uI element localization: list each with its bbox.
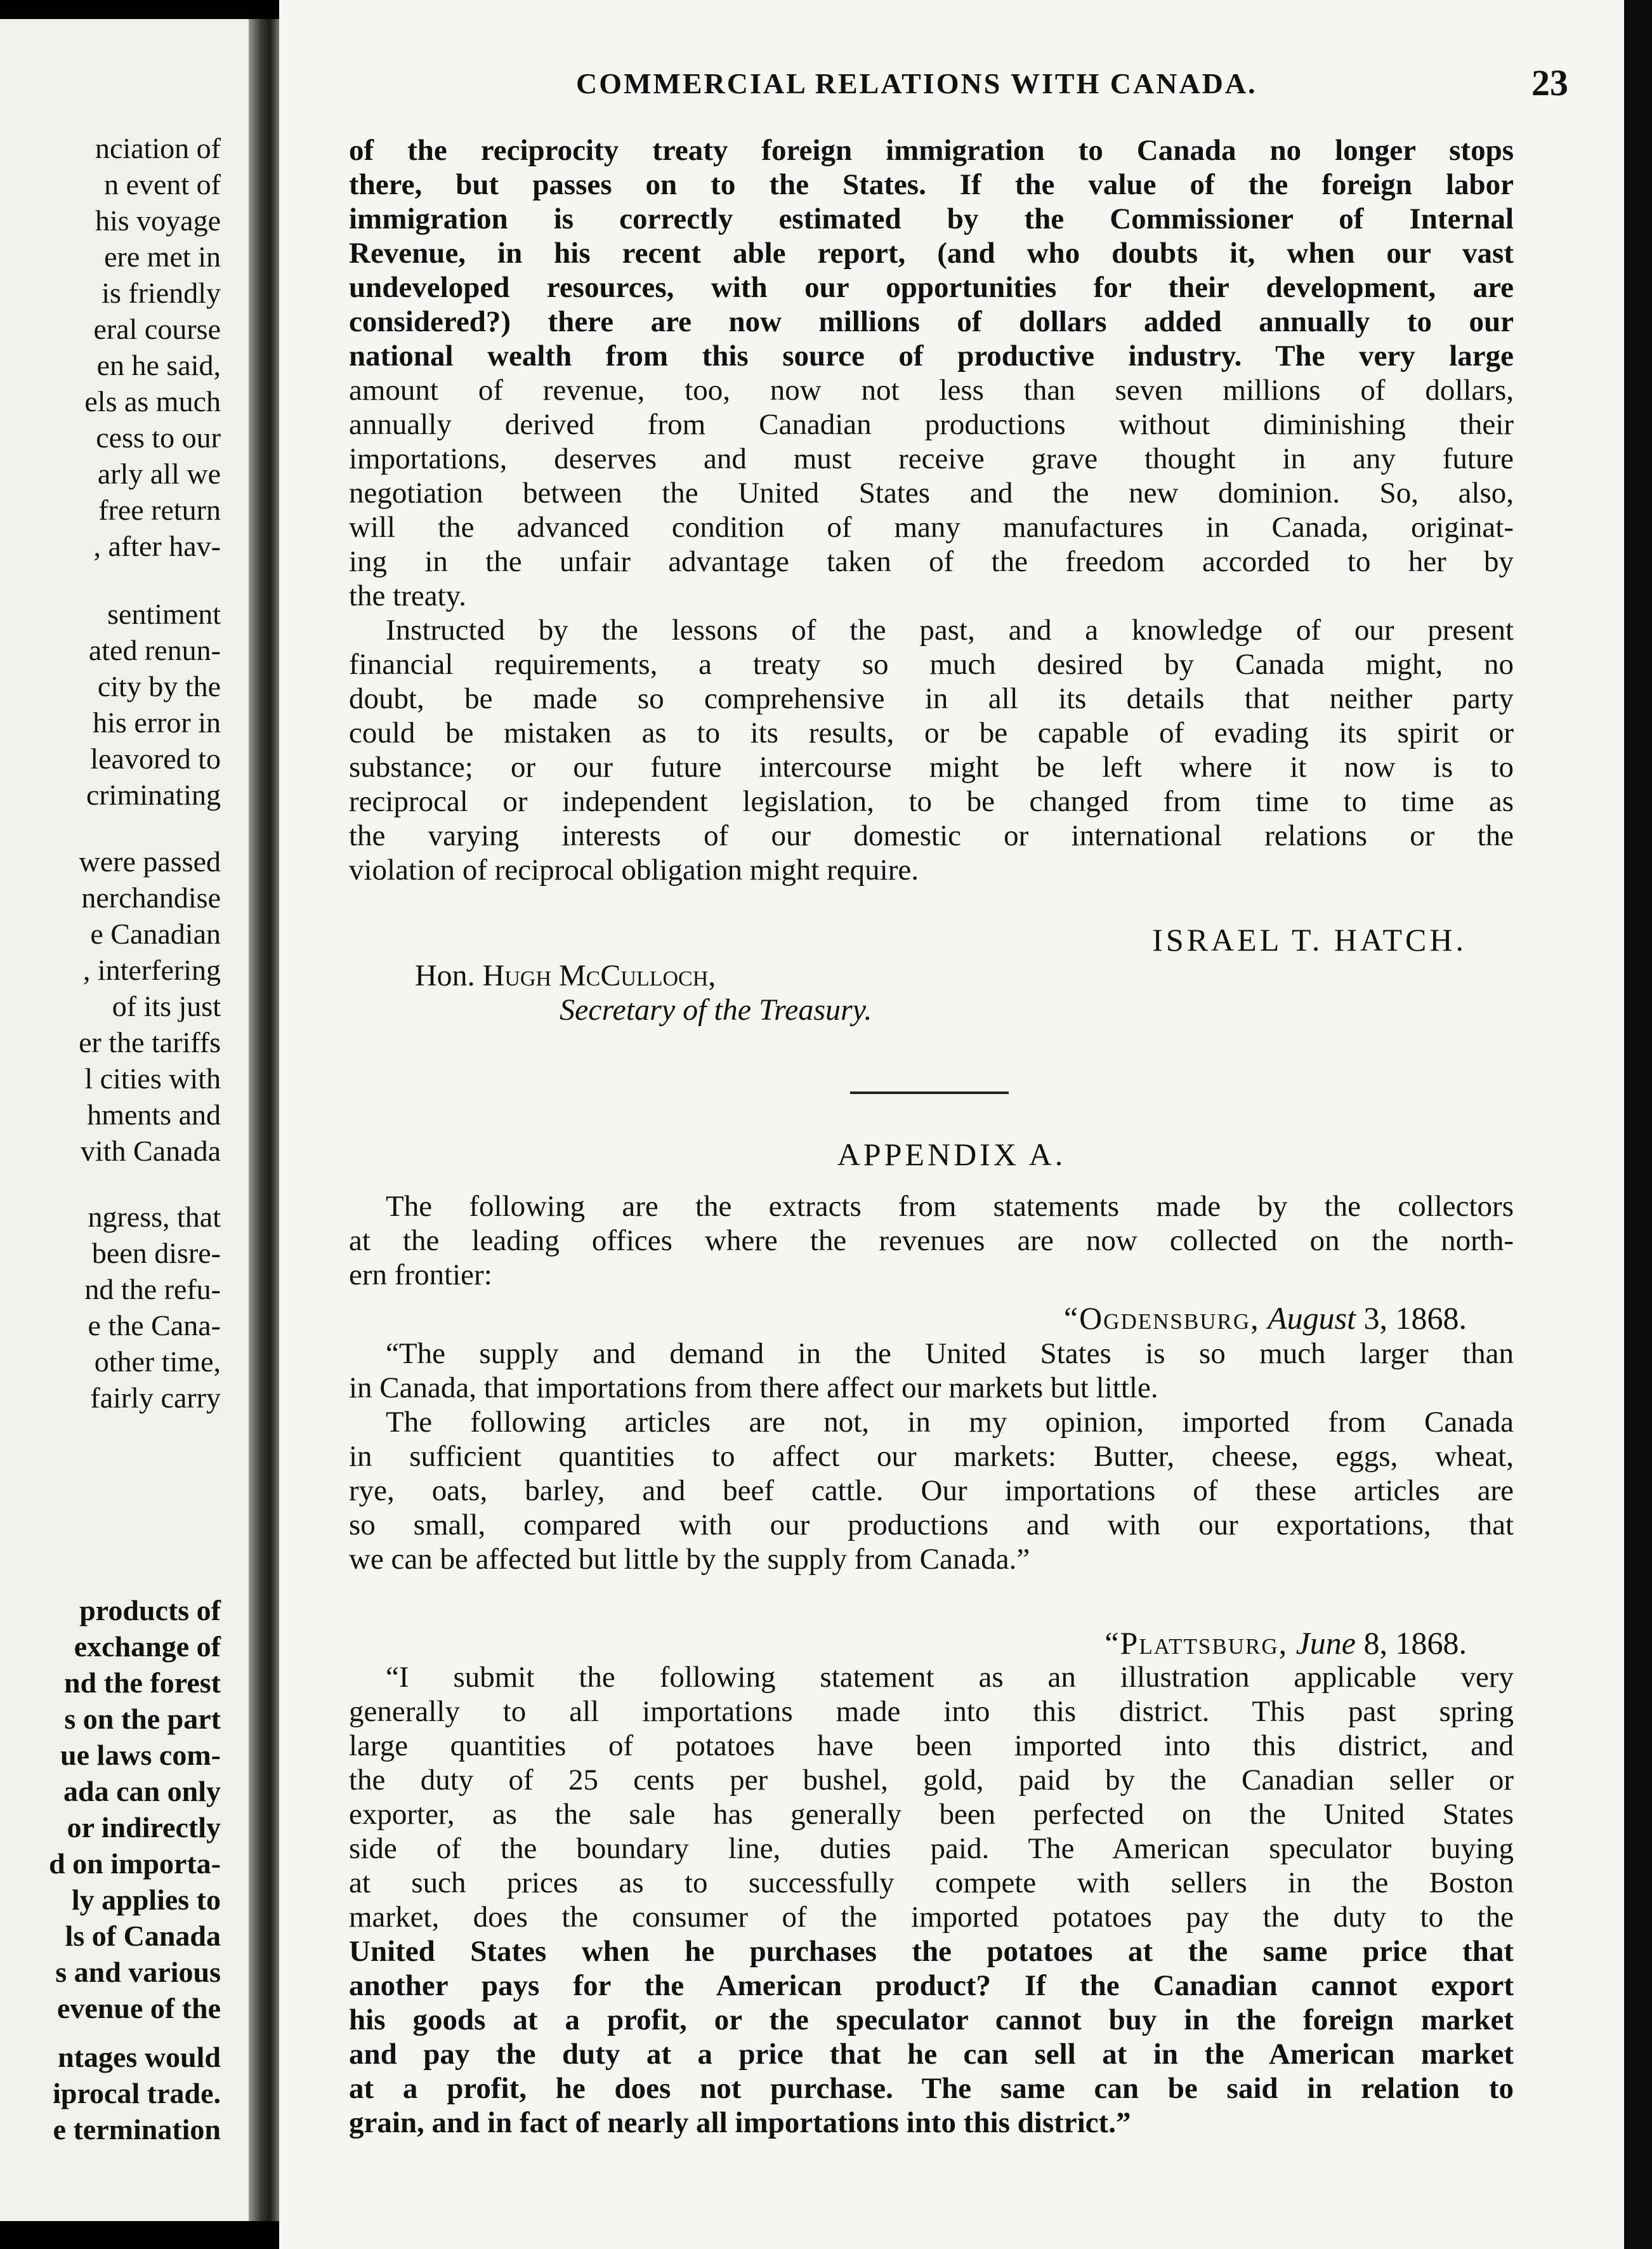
left-page-line: nerchandise xyxy=(81,881,221,914)
left-page-line: or indirectly xyxy=(67,1811,221,1843)
dateline-date: 8, 1868. xyxy=(1363,1625,1467,1661)
paragraph-line: could be mistaken as to its results, or be capable of evading its spirit or xyxy=(349,716,1514,749)
left-page-line: e the Cana- xyxy=(88,1309,221,1342)
dateline-place: “Ogdensburg, xyxy=(1063,1300,1260,1336)
paragraph-line: there, but passes on to the States. If the value of the foreign labor xyxy=(349,168,1514,201)
left-page-line: ated renun- xyxy=(88,634,221,666)
left-page-line: ngress, that xyxy=(88,1201,221,1233)
left-page-line: his error in xyxy=(93,706,221,739)
left-page-line: iprocal trade. xyxy=(53,2077,221,2109)
left-page-line: his voyage xyxy=(95,204,221,237)
right-page xyxy=(279,0,1652,2249)
paragraph-line: exporter, as the sale has generally been perfected on the United States xyxy=(349,1798,1514,1831)
left-page-line: ntages would xyxy=(58,2041,221,2073)
paragraph-line: at such prices as to successfully compete with sellers in the Boston xyxy=(349,1866,1514,1899)
left-page-line: ere met in xyxy=(104,241,221,273)
paragraph-line: ern frontier: xyxy=(349,1258,492,1291)
left-page-line: l cities with xyxy=(84,1062,221,1095)
left-page-fragment xyxy=(0,19,249,2221)
paragraph-line: in Canada, that importations from there affect our markets but little. xyxy=(349,1371,1158,1404)
paragraph-line: the treaty. xyxy=(349,579,466,612)
paragraph-line: The following are the extracts from statements made by the collectors xyxy=(386,1190,1514,1223)
left-page-line: cess to our xyxy=(96,421,221,454)
left-page-line: nd the refu- xyxy=(84,1273,221,1305)
left-page-line: d on importa- xyxy=(49,1847,221,1880)
paragraph-line: large quantities of potatoes have been imported into this district, and xyxy=(349,1729,1514,1762)
left-page-line: arly all we xyxy=(97,458,221,490)
paragraph-line: Instructed by the lessons of the past, and a knowledge of our present xyxy=(386,614,1514,647)
dateline-place: “Plattsburg, xyxy=(1105,1625,1288,1661)
left-page-line: ls of Canada xyxy=(65,1920,221,1952)
left-page-line: other time, xyxy=(94,1345,221,1378)
ogdensburg-dateline xyxy=(1064,1300,1467,1336)
paragraph-line: national wealth from this source of productive industry. The very large xyxy=(349,340,1514,373)
paragraph-line: and pay the duty at a price that he can sell at in the American market xyxy=(349,2038,1514,2071)
paragraph-line: substance; or our future intercourse might be left where it now is to xyxy=(349,751,1514,784)
paragraph-line: The following articles are not, in my opinion, imported from Canada xyxy=(386,1406,1514,1439)
left-page-line: exchange of xyxy=(74,1630,221,1663)
paragraph-line: at the leading offices where the revenues are now collected on the north- xyxy=(349,1224,1514,1257)
left-page-line: nciation of xyxy=(95,132,221,164)
left-page-line: vith Canada xyxy=(81,1135,221,1167)
paragraph-line: amount of revenue, too, now not less than seven millions of dollars, xyxy=(349,374,1514,407)
paragraph-line: the duty of 25 cents per bushel, gold, paid by the Canadian seller or xyxy=(349,1764,1514,1797)
paragraph-line: rye, oats, barley, and beef cattle. Our importations of these articles are xyxy=(349,1474,1514,1507)
paragraph-line: violation of reciprocal obligation might require. xyxy=(349,854,919,887)
paragraph-line: Revenue, in his recent able report, (and who doubts it, when our vast xyxy=(349,237,1514,270)
left-page-line: fairly carry xyxy=(90,1382,221,1414)
paragraph-line: considered?) there are now millions of dollars added annually to our xyxy=(349,305,1514,338)
running-head: COMMERCIAL RELATIONS WITH CANADA. xyxy=(576,67,1257,100)
left-page-line: is friendly xyxy=(102,277,221,309)
paragraph-line: generally to all importations made into this district. This past spring xyxy=(349,1695,1514,1728)
left-page-line: were passed xyxy=(79,845,221,878)
left-page-line: en he said, xyxy=(96,349,221,381)
left-page-line: city by the xyxy=(97,670,221,702)
left-page-line: of its just xyxy=(112,990,221,1022)
paragraph-line: so small, compared with our productions and with our exportations, that xyxy=(349,1508,1514,1541)
paragraph-line: ing in the unfair advantage taken of the freedom accorded to her by xyxy=(349,545,1514,578)
left-page-line: ue laws com- xyxy=(60,1739,221,1771)
left-page-line: e termination xyxy=(53,2113,221,2146)
left-page-line: er the tariffs xyxy=(79,1026,221,1059)
left-page-line: been disre- xyxy=(91,1237,221,1269)
paragraph-line: grain, and in fact of nearly all importations into this district.” xyxy=(349,2106,1131,2139)
left-page-line: s on the part xyxy=(64,1703,221,1735)
dateline-month: June xyxy=(1295,1625,1356,1661)
left-page-line: products of xyxy=(79,1594,221,1626)
left-page-line: ada can only xyxy=(63,1775,221,1807)
paragraph-line: reciprocal or independent legislation, to be changed from time to time as xyxy=(349,785,1514,818)
left-page-line: sentiment xyxy=(107,598,221,630)
addressee-surname: Hugh McCulloch, xyxy=(482,959,716,993)
dateline-date: 3, 1868. xyxy=(1363,1300,1467,1336)
left-page-line: free return xyxy=(98,494,221,526)
paragraph-line: immigration is correctly estimated by the Commissioner of Internal xyxy=(349,202,1514,235)
paragraph-line: at a profit, he does not purchase. The same can be said in relation to xyxy=(349,2072,1514,2105)
paragraph-line: we can be affected but little by the supply from Canada.” xyxy=(349,1543,1030,1576)
paragraph-line: his goods at a profit, or the speculator cannot buy in the foreign market xyxy=(349,2003,1514,2036)
paragraph-line: negotiation between the United States and the new dominion. So, also, xyxy=(349,477,1514,510)
paragraph-line: in sufficient quantities to affect our markets: Butter, cheese, eggs, wheat, xyxy=(349,1440,1514,1473)
paragraph-line: of the reciprocity treaty foreign immigration to Canada no longer stops xyxy=(349,134,1514,167)
paragraph-line: financial requirements, a treaty so much desired by Canada might, no xyxy=(349,648,1514,681)
paragraph-line: “The supply and demand in the United States is so much larger than xyxy=(386,1337,1514,1370)
paragraph-line: annually derived from Canadian productions without diminishing their xyxy=(349,408,1514,441)
left-page-line: ly applies to xyxy=(71,1883,221,1916)
plattsburg-dateline xyxy=(1105,1625,1467,1661)
paragraph-line: side of the boundary line, duties paid. The American speculator buying xyxy=(349,1832,1514,1865)
page-number: 23 xyxy=(1531,62,1568,103)
addressee-name xyxy=(415,958,716,993)
addressee-title: Secretary of the Treasury. xyxy=(560,993,872,1027)
left-page-line: leavored to xyxy=(90,742,221,775)
left-page-line: evenue of the xyxy=(56,1992,221,2024)
paragraph-line: “I submit the following statement as an illustration applicable very xyxy=(386,1661,1514,1694)
left-page-line: eral course xyxy=(93,313,221,345)
addressee-prefix: Hon. xyxy=(415,959,483,993)
dateline-month: August xyxy=(1268,1300,1356,1336)
left-page-line: els as much xyxy=(84,385,221,418)
left-page-line: nd the forest xyxy=(63,1666,221,1699)
paragraph-line: undeveloped resources, with our opportunities for their development, are xyxy=(349,271,1514,304)
left-page-line: criminating xyxy=(86,779,221,811)
signature-name: ISRAEL T. HATCH. xyxy=(1152,922,1467,958)
left-page-line: , after hav- xyxy=(93,530,221,562)
paragraph-line: United States when he purchases the potatoes at the same price that xyxy=(349,1935,1514,1968)
left-page-line: n event of xyxy=(104,168,221,201)
appendix-heading: APPENDIX A. xyxy=(837,1137,1066,1172)
paragraph-line: another pays for the American product? If the Canadian cannot export xyxy=(349,1969,1514,2002)
paragraph-line: will the advanced condition of many manufactures in Canada, originat- xyxy=(349,511,1514,544)
left-page-line: e Canadian xyxy=(90,918,221,950)
paragraph-line: doubt, be made so comprehensive in all its details that neither party xyxy=(349,682,1514,715)
left-page-line: hments and xyxy=(87,1098,221,1131)
paragraph-line: importations, deserves and must receive grave thought in any future xyxy=(349,442,1514,475)
left-page-line: , interfering xyxy=(82,954,221,986)
section-divider xyxy=(850,1092,1009,1094)
left-page-line: s and various xyxy=(55,1956,221,1988)
scan-border xyxy=(1624,0,1652,2249)
paragraph-line: the varying interests of our domestic or international relations or the xyxy=(349,819,1514,852)
book-gutter xyxy=(249,19,279,2221)
paragraph-line: market, does the consumer of the imported potatoes pay the duty to the xyxy=(349,1901,1514,1934)
